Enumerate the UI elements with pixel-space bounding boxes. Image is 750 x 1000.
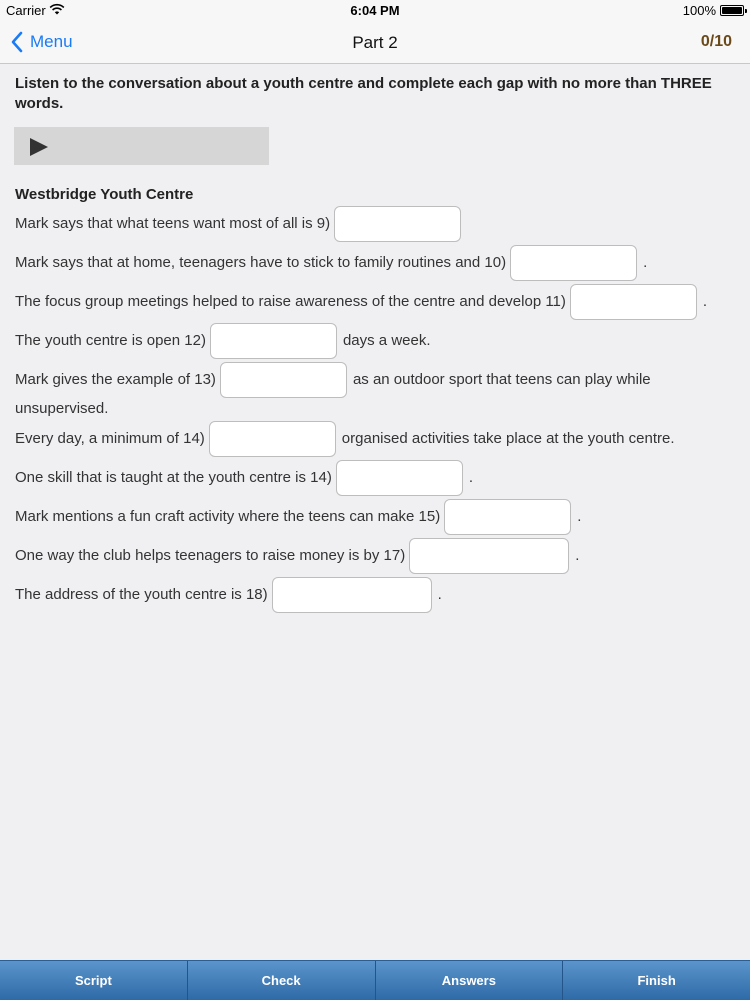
question-text: Mark says that what teens want most of all is 9) (15, 215, 331, 232)
question-continuation: unsupervised. (15, 400, 109, 417)
answer-gap-17[interactable] (409, 538, 569, 574)
question-text: Every day, a minimum of 14) (15, 430, 205, 447)
question-suffix: days a week. (342, 332, 431, 349)
answer-gap-14b[interactable] (336, 460, 463, 496)
status-bar (0, 0, 750, 22)
answer-gap-12[interactable] (210, 323, 337, 359)
answers-button[interactable]: Answers (376, 961, 564, 1000)
menu-back-label: Menu (30, 32, 73, 51)
question-text: The focus group meetings helped to raise awareness of the centre and develop 11) (15, 293, 566, 310)
question-row (15, 245, 647, 281)
question-suffix: . (577, 508, 582, 525)
answer-gap-10[interactable] (510, 245, 637, 281)
question-suffix: organised activities take place at the youth centre. (341, 430, 675, 447)
nav-bar (0, 22, 750, 64)
script-button[interactable]: Script (0, 961, 188, 1000)
answer-gap-18[interactable] (272, 577, 432, 613)
question-row (15, 499, 581, 535)
carrier-label: Carrier (6, 3, 46, 18)
question-text: The youth centre is open 12) (15, 332, 206, 349)
question-suffix: . (702, 293, 708, 310)
play-icon[interactable] (28, 137, 50, 157)
question-suffix: . (643, 254, 648, 271)
answer-gap-11[interactable] (570, 284, 697, 320)
score-label: 0/10 (700, 33, 732, 50)
question-suffix: . (437, 586, 442, 603)
answer-gap-15[interactable] (444, 499, 571, 535)
answer-gap-9[interactable] (334, 206, 461, 242)
question-text: One way the club helps teenagers to raise money is by 17) (15, 547, 406, 564)
audio-player[interactable] (14, 127, 269, 165)
question-text: Mark mentions a fun craft activity where the teens can make 15) (15, 508, 441, 525)
question-suffix: . (575, 547, 580, 564)
question-text: Mark says that at home, teenagers have to stick to family routines and 10) (15, 254, 507, 271)
question-suffix: . (468, 469, 474, 486)
battery-icon (720, 5, 744, 16)
question-row (15, 460, 473, 496)
question-text: One skill that is taught at the youth centre is 14) (15, 469, 332, 486)
battery-percent: 100% (682, 3, 716, 18)
answer-gap-13[interactable] (220, 362, 347, 398)
question-row (15, 206, 465, 242)
page-title: Part 2 (352, 33, 398, 52)
question-text: The address of the youth centre is 18) (15, 586, 268, 603)
finish-button[interactable]: Finish (637, 973, 676, 988)
question-suffix: as an outdoor sport that teens can play while (352, 371, 651, 388)
question-text: Mark gives the example of 13) (15, 371, 216, 388)
question-row (15, 323, 431, 359)
section-title: Westbridge Youth Centre (15, 186, 194, 203)
question-row (15, 284, 707, 320)
instructions: Listen to the conversation about a youth centre and complete each gap with no more than THREE words. (15, 75, 712, 112)
answer-gap-14a[interactable] (209, 421, 336, 457)
bottom-toolbar (0, 960, 750, 1000)
exercise-content (0, 64, 750, 960)
check-button[interactable]: Check (188, 961, 376, 1000)
question-row (15, 577, 442, 613)
status-time: 6:04 PM (350, 3, 400, 18)
question-row (15, 362, 651, 398)
question-row (15, 538, 579, 574)
question-row (15, 421, 675, 457)
